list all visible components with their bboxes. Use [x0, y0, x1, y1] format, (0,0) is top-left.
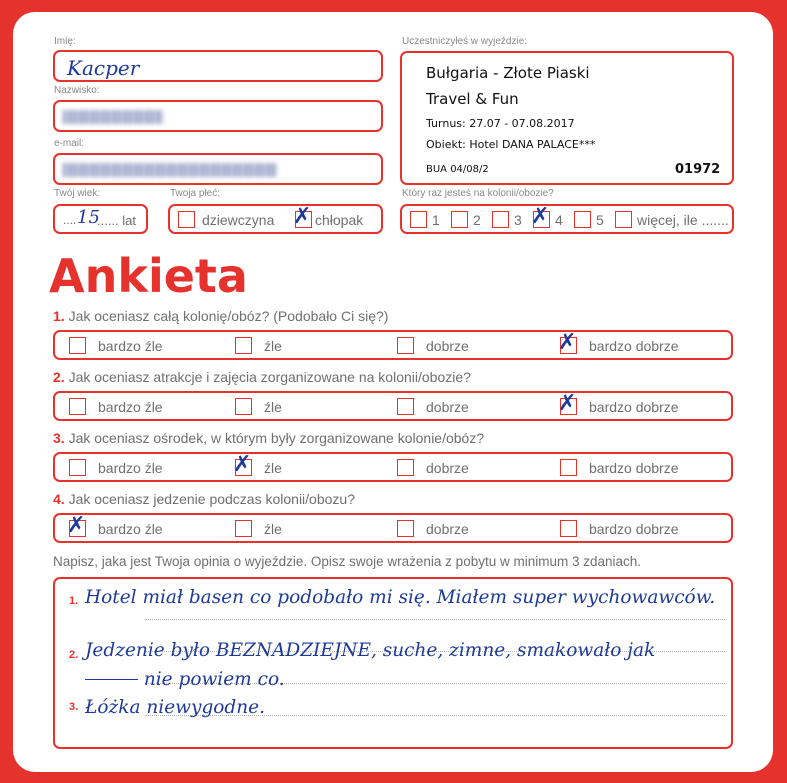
- participant-label: Uczestniczyłeś w wyjeździe:: [402, 36, 528, 47]
- opinion-line-2: Jedzenie było BEZNADZIEJNE, suche, zimne, smakowało jak: [85, 640, 656, 661]
- q2-option-4-checkbox[interactable]: [558, 391, 577, 416]
- check-mark: ✗: [558, 391, 577, 416]
- times-5-label: 5: [596, 212, 604, 228]
- q3-option-4-label: bardzo dobrze: [589, 460, 679, 476]
- q4-option-2-label: źle: [264, 521, 282, 537]
- age-suffix: ...... lat: [97, 213, 137, 228]
- q1-option-2-checkbox[interactable]: [235, 337, 252, 354]
- q1-option-2-label: źle: [264, 338, 282, 354]
- question-1-options: [53, 330, 733, 360]
- name-label: Imię:: [54, 36, 76, 47]
- question-4-options: [53, 513, 733, 543]
- check-mark: ✗: [558, 330, 577, 355]
- trip-code: BUA 04/08/2: [426, 164, 489, 175]
- times-5-checkbox[interactable]: [574, 211, 591, 228]
- surname-field[interactable]: [53, 100, 383, 132]
- q2-option-1-checkbox[interactable]: [69, 398, 86, 415]
- q3-option-4-checkbox[interactable]: [560, 459, 577, 476]
- trip-turnus: Turnus: 27.07 - 07.08.2017: [426, 117, 575, 130]
- check-mark: ✗: [233, 452, 252, 477]
- q3-option-3-label: dobrze: [426, 460, 469, 476]
- question-1-text: [53, 308, 388, 324]
- q4-option-3-label: dobrze: [426, 521, 469, 537]
- question-number: 4.: [53, 491, 65, 507]
- age-field[interactable]: [53, 204, 148, 234]
- writing-line: [145, 619, 725, 620]
- times-field: [400, 204, 734, 234]
- times-3-label: 3: [514, 212, 522, 228]
- q4-option-2-checkbox[interactable]: [235, 520, 252, 537]
- q1-option-3-label: dobrze: [426, 338, 469, 354]
- q2-option-3-label: dobrze: [426, 399, 469, 415]
- name-value: Kacper: [67, 56, 140, 80]
- gender-girl-label: dziewczyna: [202, 212, 275, 228]
- redacted-email: [63, 163, 278, 177]
- q1-option-3-checkbox[interactable]: [397, 337, 414, 354]
- q1-option-4-checkbox[interactable]: [558, 330, 577, 355]
- q2-option-4-label: bardzo dobrze: [589, 399, 679, 415]
- age-value: 15: [77, 207, 100, 228]
- opinion-line-2-continued: nie powiem co.: [143, 669, 285, 690]
- opinion-num-1: 1.: [69, 595, 79, 607]
- q3-option-1-label: bardzo źle: [98, 460, 163, 476]
- trip-destination: Bułgaria - Złote Piaski: [426, 64, 590, 82]
- question-3-options: [53, 452, 733, 482]
- times-more-label: więcej, ile .......: [637, 212, 729, 228]
- gender-boy-label: chłopak: [315, 212, 364, 228]
- q4-option-1-checkbox[interactable]: [67, 513, 86, 538]
- opinion-num-3: 3.: [69, 701, 79, 713]
- times-2-label: 2: [473, 212, 481, 228]
- check-mark: ✗: [67, 513, 86, 538]
- q4-option-3-checkbox[interactable]: [397, 520, 414, 537]
- opinion-box[interactable]: [53, 577, 733, 749]
- q4-option-4-label: bardzo dobrze: [589, 521, 679, 537]
- email-field[interactable]: [53, 153, 383, 185]
- question-3-text: [53, 430, 484, 446]
- question-label: Jak oceniasz całą kolonię/obóz? (Podobało Ci się?): [68, 308, 389, 324]
- opinion-prompt: Napisz, jaka jest Twoja opinia o wyjeździe. Opisz swoje wrażenia z pobytu w minimum 3 zdaniach.: [53, 554, 642, 569]
- q3-option-2-label: źle: [264, 460, 282, 476]
- q1-option-1-checkbox[interactable]: [69, 337, 86, 354]
- gender-girl-checkbox[interactable]: [178, 211, 195, 228]
- question-label: Jak oceniasz atrakcje i zajęcia zorganizowane na kolonii/obozie?: [68, 369, 471, 385]
- opinion-line-1: Hotel miał basen co podobało mi się. Miałem super wychowawców.: [85, 587, 716, 608]
- name-field[interactable]: [53, 50, 383, 82]
- trip-info-box: [400, 51, 734, 185]
- question-label: Jak oceniasz ośrodek, w którym były zorganizowane kolonie/obóz?: [68, 430, 485, 446]
- q1-option-4-label: bardzo dobrze: [589, 338, 679, 354]
- age-prefix: ....: [63, 213, 77, 227]
- question-number: 1.: [53, 308, 65, 324]
- age-label: Twój wiek:: [54, 188, 101, 199]
- times-2-checkbox[interactable]: [451, 211, 468, 228]
- check-mark: ✗: [293, 204, 312, 229]
- email-label: e-mail:: [54, 138, 85, 149]
- q2-option-3-checkbox[interactable]: [397, 398, 414, 415]
- gender-boy-checkbox[interactable]: [293, 204, 312, 229]
- question-2-options: [53, 391, 733, 421]
- redacted-surname: [63, 110, 163, 124]
- q2-option-2-checkbox[interactable]: [235, 398, 252, 415]
- survey-title: Ankieta: [49, 249, 248, 303]
- surname-label: Nazwisko:: [54, 85, 100, 96]
- survey-sheet: [13, 12, 773, 772]
- q1-option-1-label: bardzo źle: [98, 338, 163, 354]
- opinion-num-2: 2.: [69, 649, 79, 661]
- times-4-checkbox[interactable]: [531, 204, 550, 229]
- times-4-label: 4: [555, 212, 563, 228]
- question-number: 3.: [53, 430, 65, 446]
- times-label: Który raz jesteś na kolonii/obozie?: [402, 188, 554, 199]
- times-1-label: 1: [432, 212, 440, 228]
- q3-option-3-checkbox[interactable]: [397, 459, 414, 476]
- q3-option-1-checkbox[interactable]: [69, 459, 86, 476]
- q4-option-1-label: bardzo źle: [98, 521, 163, 537]
- times-more-checkbox[interactable]: [615, 211, 632, 228]
- gender-field: [168, 204, 383, 234]
- gender-label: Twoja płeć:: [170, 188, 221, 199]
- times-3-checkbox[interactable]: [492, 211, 509, 228]
- times-1-checkbox[interactable]: [410, 211, 427, 228]
- q2-option-2-label: źle: [264, 399, 282, 415]
- q4-option-4-checkbox[interactable]: [560, 520, 577, 537]
- question-label: Jak oceniasz jedzenie podczas kolonii/obozu?: [68, 491, 355, 507]
- check-mark: ✗: [531, 204, 550, 229]
- trip-agency: Travel & Fun: [426, 90, 519, 108]
- q3-option-2-checkbox[interactable]: [233, 452, 252, 477]
- scribbled-word: [85, 669, 138, 690]
- trip-obiekt: Obiekt: Hotel DANA PALACE***: [426, 138, 596, 151]
- opinion-line-3: Łóżka niewygodne.: [85, 697, 266, 718]
- question-4-text: [53, 491, 355, 507]
- opinion-line-2b: [85, 669, 285, 690]
- q2-option-1-label: bardzo źle: [98, 399, 163, 415]
- question-number: 2.: [53, 369, 65, 385]
- question-2-text: [53, 369, 471, 385]
- trip-number: 01972: [675, 162, 721, 177]
